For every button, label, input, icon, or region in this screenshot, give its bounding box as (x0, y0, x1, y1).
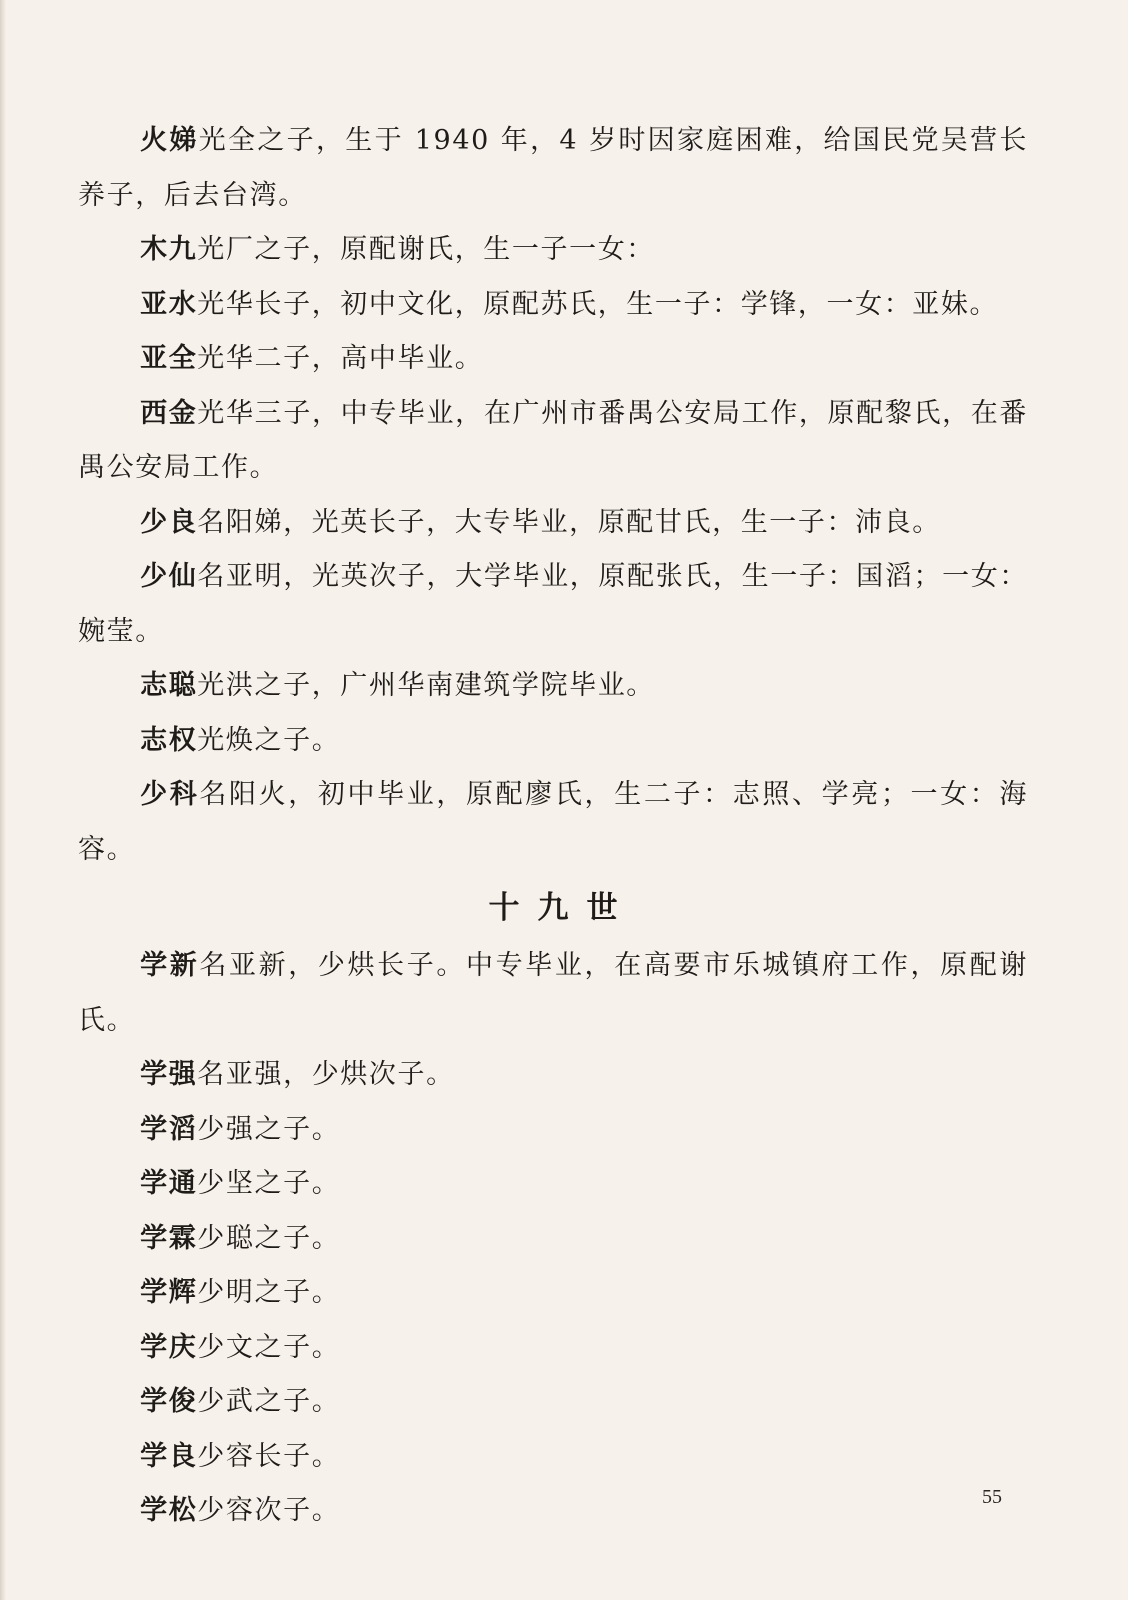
entry-text: 光华三子，中专毕业，在广州市番禺公安局工作，原配黎氏，在番禺公安局工作。 (78, 397, 1028, 483)
section-heading: 十九世 (488, 890, 636, 926)
entry-name: 学霖 (140, 1222, 198, 1254)
page-body (78, 114, 1028, 1539)
entry-name: 志权 (140, 724, 198, 756)
entry-name: 志聪 (140, 670, 198, 701)
entry-text: 光厂之子，原配谢氏，生一子一女： (197, 234, 655, 265)
entry-name: 火娣 (140, 125, 199, 156)
entry-name: 学俊 (140, 1386, 198, 1417)
entry-text: 少武之子。 (197, 1386, 341, 1417)
entry-text: 少明之子。 (197, 1277, 341, 1308)
genealogy-entry (78, 659, 1028, 714)
genealogy-entry (78, 1157, 1028, 1212)
entry-text: 光华长子，初中文化，原配苏氏，生一子：学锋，一女：亚妹。 (197, 288, 999, 320)
entry-text: 少容次子。 (197, 1495, 341, 1526)
entry-text: 名亚明，光英次子，大学毕业，原配张氏，生一子：国滔；一女：婉莹。 (78, 561, 1028, 647)
genealogy-entry (78, 550, 1028, 659)
entry-text: 光全之子，生于 1940 年，4 岁时因家庭困难，给国民党吴营长养子，后去台湾。 (78, 125, 1028, 211)
genealogy-entry (78, 768, 1028, 877)
entry-name: 学松 (140, 1495, 198, 1526)
genealogy-entry (78, 114, 1028, 223)
genealogy-entry (78, 714, 1028, 769)
entry-name: 学辉 (140, 1277, 198, 1308)
genealogy-entry (78, 1430, 1028, 1485)
entry-text: 少聪之子。 (197, 1222, 341, 1254)
entry-text: 光洪之子，广州华南建筑学院毕业。 (197, 670, 655, 701)
genealogy-entry (78, 496, 1028, 551)
entry-name: 西金 (140, 397, 198, 429)
genealogy-entry (78, 1212, 1028, 1267)
entry-text: 少强之子。 (197, 1113, 341, 1145)
entries-generation-19 (78, 939, 1028, 1539)
entry-name: 少科 (140, 779, 200, 810)
entry-name: 学滔 (140, 1113, 198, 1145)
entry-name: 亚水 (140, 288, 198, 320)
genealogy-entry (78, 1321, 1028, 1376)
entry-text: 光华二子，高中毕业。 (197, 343, 484, 374)
entry-text: 少容长子。 (197, 1440, 341, 1472)
entries-generation-18 (78, 114, 1028, 877)
entry-text: 光焕之子。 (197, 724, 341, 756)
entry-text: 名阳娣，光英长子，大专毕业，原配甘氏，生一子：沛良。 (197, 506, 941, 538)
entry-name: 学强 (140, 1059, 198, 1090)
entry-name: 学通 (140, 1168, 198, 1199)
entry-name: 木九 (140, 234, 198, 265)
genealogy-entry (78, 332, 1028, 387)
genealogy-entry (78, 1103, 1028, 1158)
entry-text: 名亚新，少烘长子。中专毕业，在高要市乐城镇府工作，原配谢氏。 (78, 950, 1028, 1036)
entry-name: 少仙 (140, 561, 198, 592)
genealogy-entry (78, 278, 1028, 333)
entry-text: 名亚强，少烘次子。 (197, 1059, 455, 1090)
entry-name: 学庆 (140, 1331, 198, 1363)
genealogy-entry (78, 1048, 1028, 1103)
entry-text: 少文之子。 (197, 1331, 341, 1363)
page-number: 55 (982, 1486, 1002, 1508)
entry-text: 少坚之子。 (197, 1168, 341, 1199)
genealogy-entry (78, 387, 1028, 496)
entry-text: 名阳火，初中毕业，原配廖氏，生二子：志照、学亮；一女：海容。 (78, 779, 1028, 865)
genealogy-entry (78, 1484, 1028, 1539)
entry-name: 少良 (140, 506, 198, 538)
scan-edge (0, 0, 6, 1600)
genealogy-entry (78, 223, 1028, 278)
entry-name: 亚全 (140, 343, 198, 374)
genealogy-entry (78, 1266, 1028, 1321)
entry-name: 学良 (140, 1440, 198, 1472)
genealogy-entry (78, 1375, 1028, 1430)
genealogy-entry (78, 939, 1028, 1048)
entry-name: 学新 (140, 950, 200, 981)
